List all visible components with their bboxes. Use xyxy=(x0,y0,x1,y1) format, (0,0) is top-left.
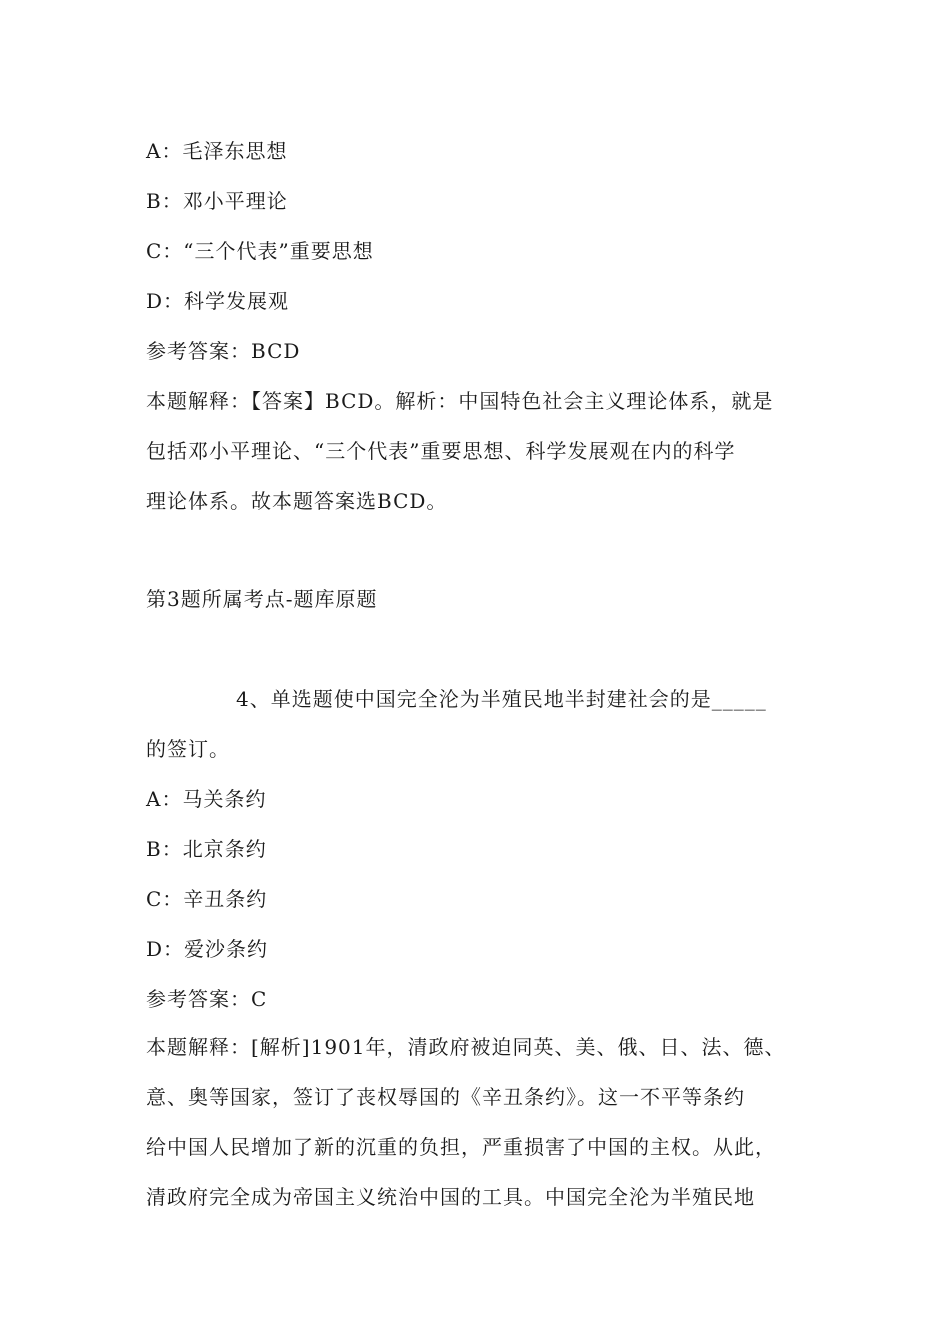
q4-question-line-1: 4、单选题使中国完全沦为半殖民地半封建社会的是_____ xyxy=(236,687,767,711)
q4-answer: 参考答案：C xyxy=(146,987,268,1011)
q4-option-b: B：北京条约 xyxy=(146,837,267,861)
q3-topic: 第3题所属考点-题库原题 xyxy=(146,587,378,611)
q4-explanation-line-1: 本题解释：[解析]1901年，清政府被迫同英、美、俄、日、法、德、 xyxy=(146,1035,786,1059)
q3-explanation-line-2: 包括邓小平理论、“三个代表”重要思想、科学发展观在内的科学 xyxy=(146,439,736,463)
q4-explanation-line-4: 清政府完全成为帝国主义统治中国的工具。中国完全沦为半殖民地 xyxy=(146,1185,755,1209)
q3-explanation-line-1: 本题解释：【答案】BCD。解析：中国特色社会主义理论体系，就是 xyxy=(146,389,774,413)
q4-option-c: C：辛丑条约 xyxy=(146,887,268,911)
q4-option-d: D：爱沙条约 xyxy=(146,937,269,961)
q4-question-line-2: 的签订。 xyxy=(146,737,230,761)
q3-answer: 参考答案：BCD xyxy=(146,339,301,363)
q3-option-c: C：“三个代表”重要思想 xyxy=(146,239,374,263)
q3-option-d: D：科学发展观 xyxy=(146,289,290,313)
q4-option-a: A：马关条约 xyxy=(146,787,267,811)
q3-option-b: B：邓小平理论 xyxy=(146,189,288,213)
q4-explanation-line-3: 给中国人民增加了新的沉重的负担，严重损害了中国的主权。从此， xyxy=(146,1135,776,1159)
q3-option-a: A：毛泽东思想 xyxy=(146,139,288,163)
q3-explanation-line-3: 理论体系。故本题答案选BCD。 xyxy=(146,489,448,513)
q4-explanation-line-2: 意、奥等国家，签订了丧权辱国的《辛丑条约》。这一不平等条约 xyxy=(146,1085,745,1109)
